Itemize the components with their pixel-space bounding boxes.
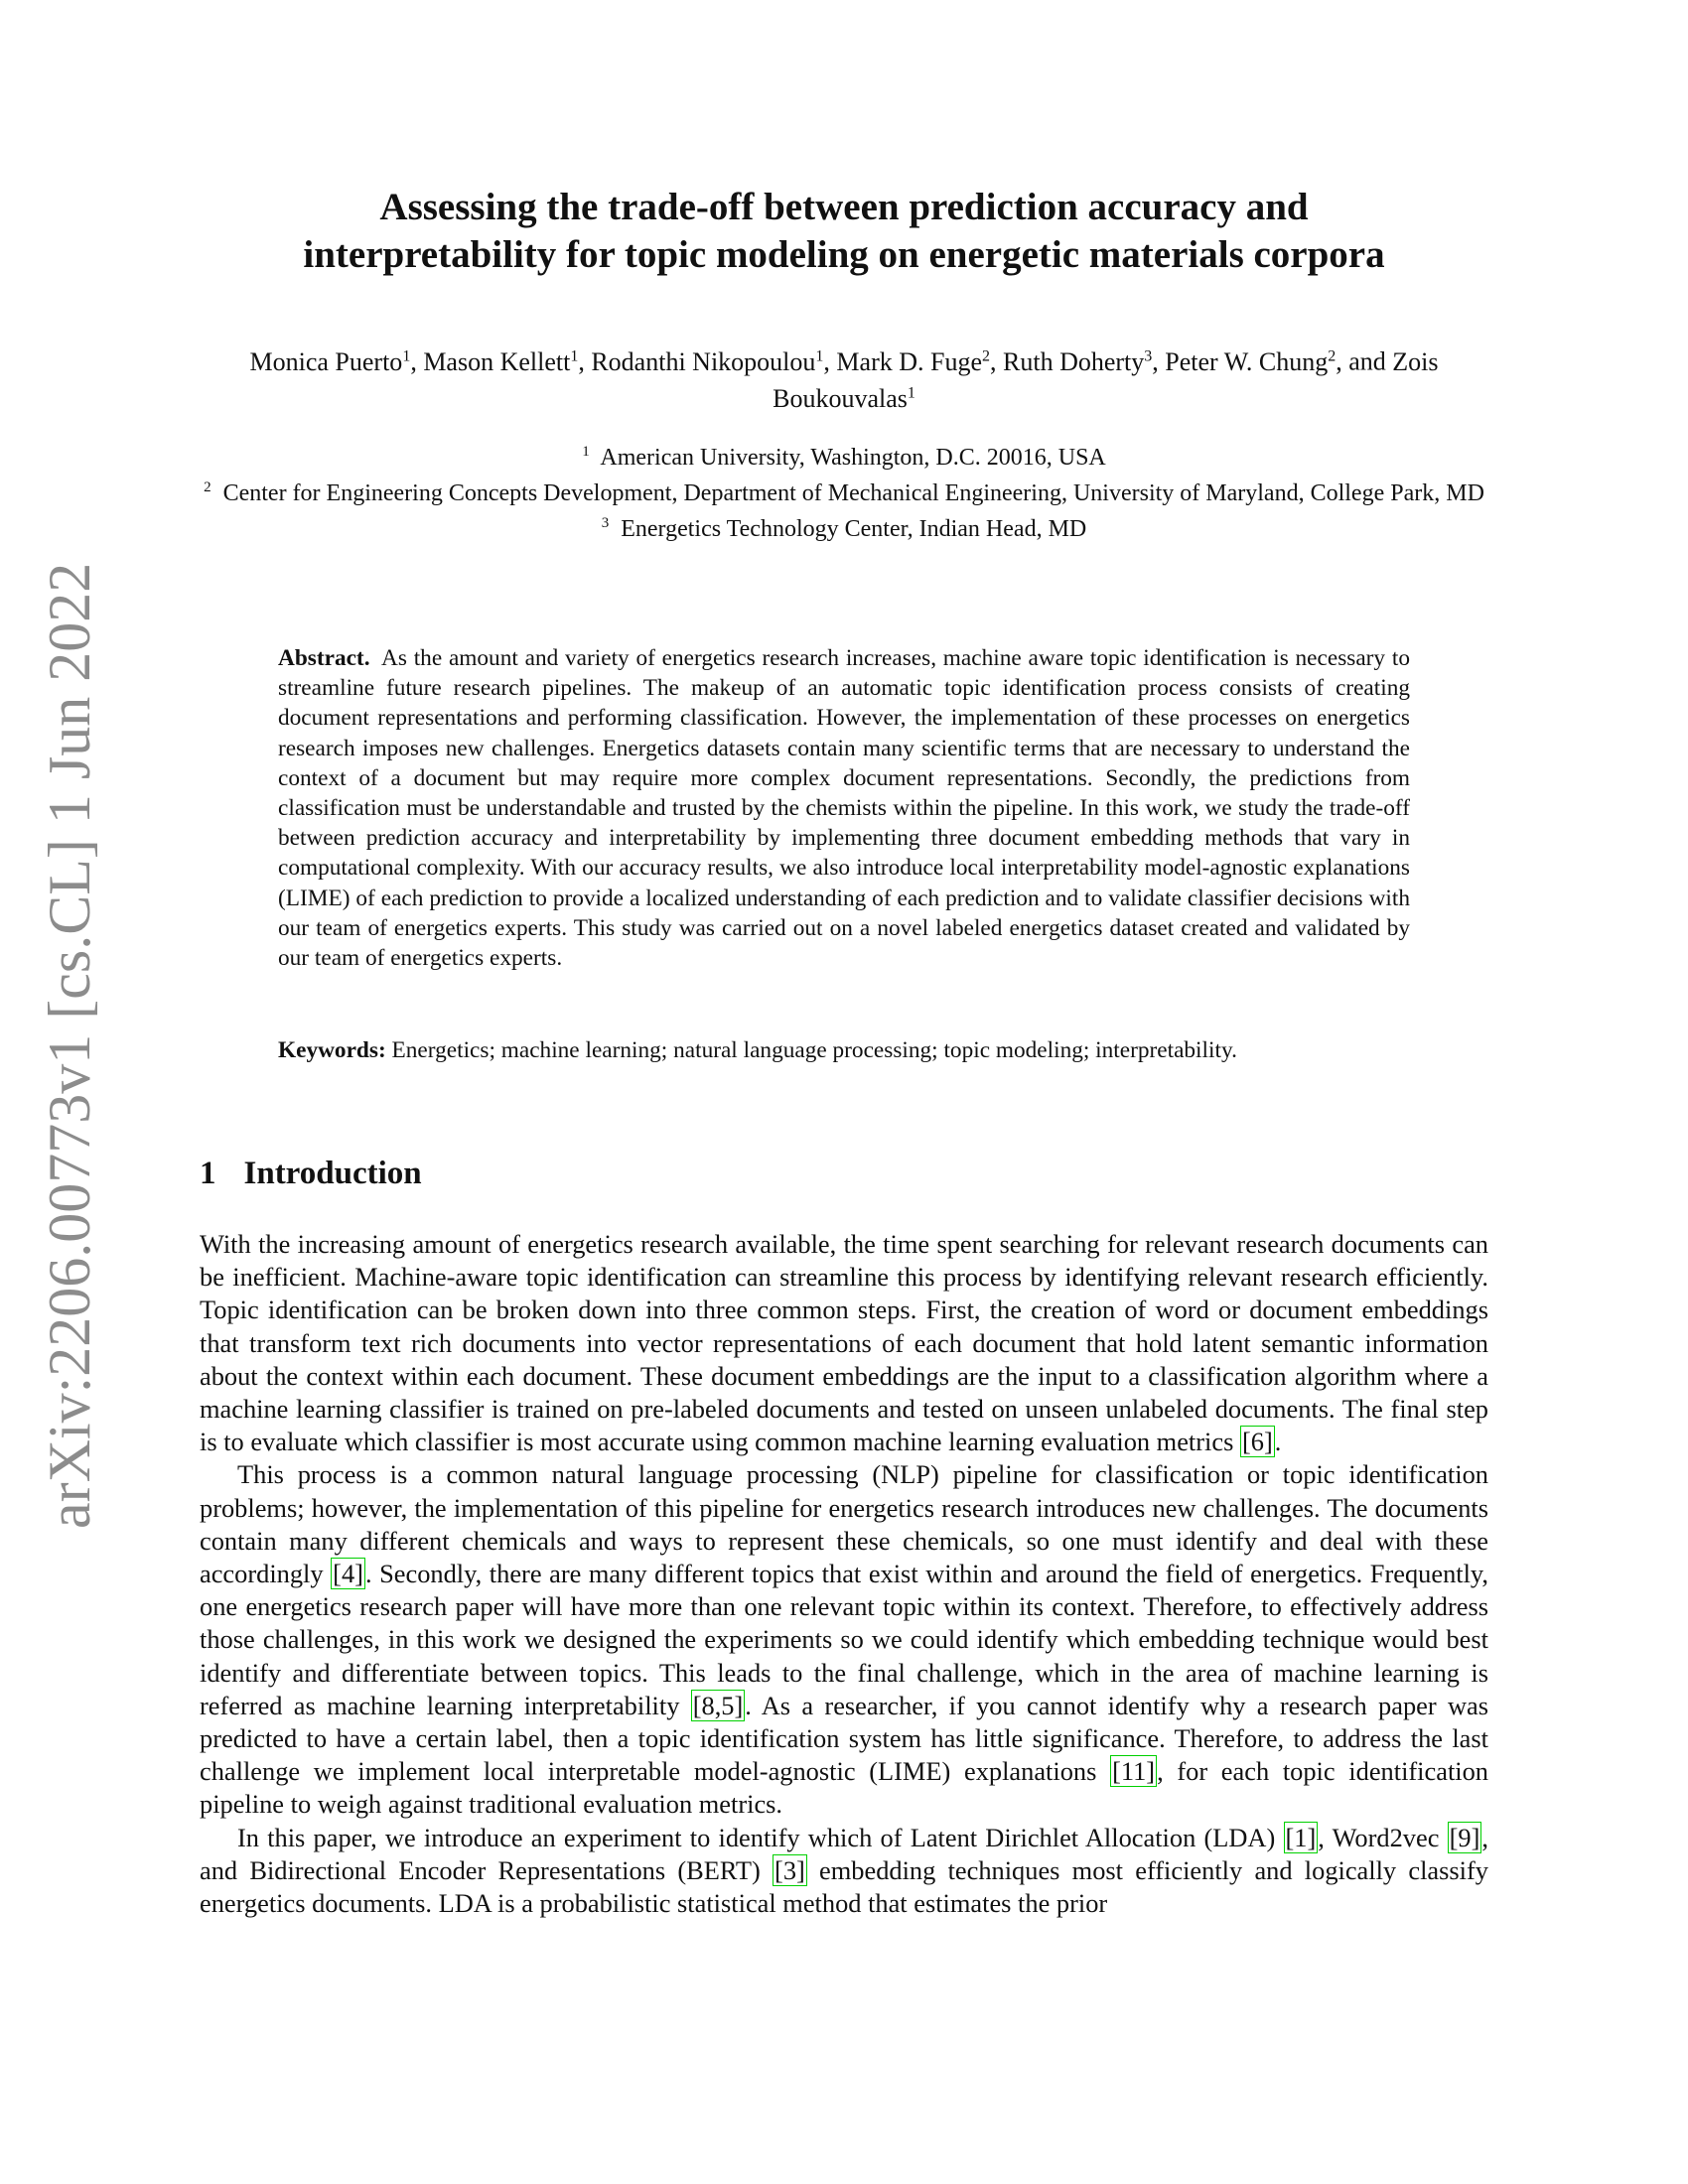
citation-link[interactable]: [3] <box>774 1854 805 1885</box>
author: Monica Puerto$^1$ <box>249 346 411 376</box>
arxiv-identifier: arXiv:2206.00773v1 [cs.CL] 1 Jun 2022 <box>37 562 102 1529</box>
paragraph: In this paper, we introduce an experiment to identify which of Latent Dirichlet Allocation (LDA) [1], Word2vec [9], and Bidirectional Encoder Representations (BERT) [3] embedding techniques most efficiently and logically classify energetics documents. LDA is a probabilistic statistical method that estimates the prior <box>200 1822 1489 1919</box>
section-number: 1 <box>200 1156 216 1191</box>
citation-link[interactable]: [6] <box>1241 1427 1273 1457</box>
author: Mark D. Fuge$^2$ <box>836 346 990 376</box>
citation-link[interactable]: [1] <box>1285 1822 1317 1852</box>
affiliation: $^3$ Energetics Technology Center, Indian Head, MD <box>601 515 1087 542</box>
paragraph: This process is a common natural language processing (NLP) pipeline for classification or topic identification problems; however, the implementation of this pipeline for energetics research introduces new challenges. The documents contain many different chemicals and ways to represent these chemicals, so one must identify and deal with these accordingly [4]. Secondly, there are many different topics that exist within and around the field of energetics. Frequently, one energetics research paper will have more than one relevant topic within its context. Therefore, to effectively address those challenges, in this work we designed the experiments so we could identify which embedding technique would best identify and differentiate between topics. This leads to the final challenge, which in the area of machine learning is referred as machine learning interpretability [8,5]. As a researcher, if you cannot identify why a research paper was predicted to have a certain label, then a topic identification system has little significance. Therefore, to address the last challenge we implement local interpretable model-agnostic (LIME) explanations [11], for each topic identification pipeline to weigh against traditional evaluation metrics. <box>200 1459 1489 1820</box>
abstract <box>278 643 1410 973</box>
author: Mason Kellett$^1$ <box>423 346 579 376</box>
author: Rodanthi Nikopoulou$^1$ <box>591 346 824 376</box>
author: Peter W. Chung$^2$ <box>1165 346 1336 376</box>
citation-link[interactable]: [11] <box>1112 1756 1156 1787</box>
author-list: Monica Puerto$^1$, Mason Kellett$^1$, Rodanthi Nikopoulou$^1$, Mark D. Fuge$^2$, Ruth Doherty$^3$, Peter W. Chung$^2$, and Zois Boukouvalas$^1$ <box>249 346 1439 414</box>
paragraph: With the increasing amount of energetics research available, the time spent searching for relevant research documents can be inefficient. Machine-aware topic identification can streamline this process by identifying relevant research efficiently. Topic identification can be broken down into three common steps. First, the creation of word or document embeddings that transform text rich documents into vector representations of each document that hold latent semantic information about the context within each document. These document embeddings are the input to a classification algorithm where a machine learning classifier is trained on pre-labeled documents and tested on unseen unlabeled documents. The final step is to evaluate which classifier is most accurate using common machine learning evaluation metrics [6]. <box>200 1229 1488 1457</box>
abstract-text: As the amount and variety of energetics research increases, machine aware topic identification is necessary to streamline future research pipelines. The makeup of an automatic topic identification process consists of creating document representations and performing classification. However, the implementation of these processes on energetics research imposes new challenges. Energetics datasets contain many scientific terms that are necessary to understand the context of a document but may require more complex document representations. Secondly, the predictions from classification must be understandable and trusted by the chemists within the pipeline. In this work, we study the trade-off between prediction accuracy and interpretability by implementing three document embedding methods that vary in computational complexity. With our accuracy results, we also introduce local interpretability model-agnostic explanations (LIME) of each prediction to provide a localized understanding of each prediction and to validate classifier decisions with our team of energetics experts. This study was carried out on a novel labeled energetics dataset created and validated by our team of energetics experts. <box>278 645 1410 972</box>
section-heading <box>200 1154 422 1193</box>
author: Ruth Doherty$^3$ <box>1003 346 1153 376</box>
affiliations <box>179 437 1509 544</box>
title-line-1: Assessing the trade-off between prediction accuracy and <box>379 186 1309 228</box>
keywords-label: Keywords: <box>278 1037 386 1063</box>
keywords <box>278 1035 1410 1065</box>
citation-link[interactable]: [8,5] <box>692 1690 744 1720</box>
citation-link[interactable]: [4] <box>333 1559 363 1589</box>
citation-link[interactable]: [9] <box>1449 1822 1480 1852</box>
author: Zois Boukouvalas$^1$ <box>773 346 1439 414</box>
section-title: Introduction <box>243 1156 422 1191</box>
abstract-label: Abstract. <box>278 645 370 671</box>
introduction-body <box>200 1228 1488 1920</box>
affiliation: $^2$ Center for Engineering Concepts Development, Department of Mechanical Engineering, University of Maryland, College Park, MD <box>204 479 1484 506</box>
affiliation: $^1$ American University, Washington, D.C. 20016, USA <box>582 444 1106 471</box>
title-line-2: interpretability for topic modeling on energetic materials corpora <box>303 233 1385 276</box>
paper-title <box>149 184 1539 279</box>
keywords-text: Energetics; machine learning; natural language processing; topic modeling; interpretability. <box>391 1037 1237 1063</box>
